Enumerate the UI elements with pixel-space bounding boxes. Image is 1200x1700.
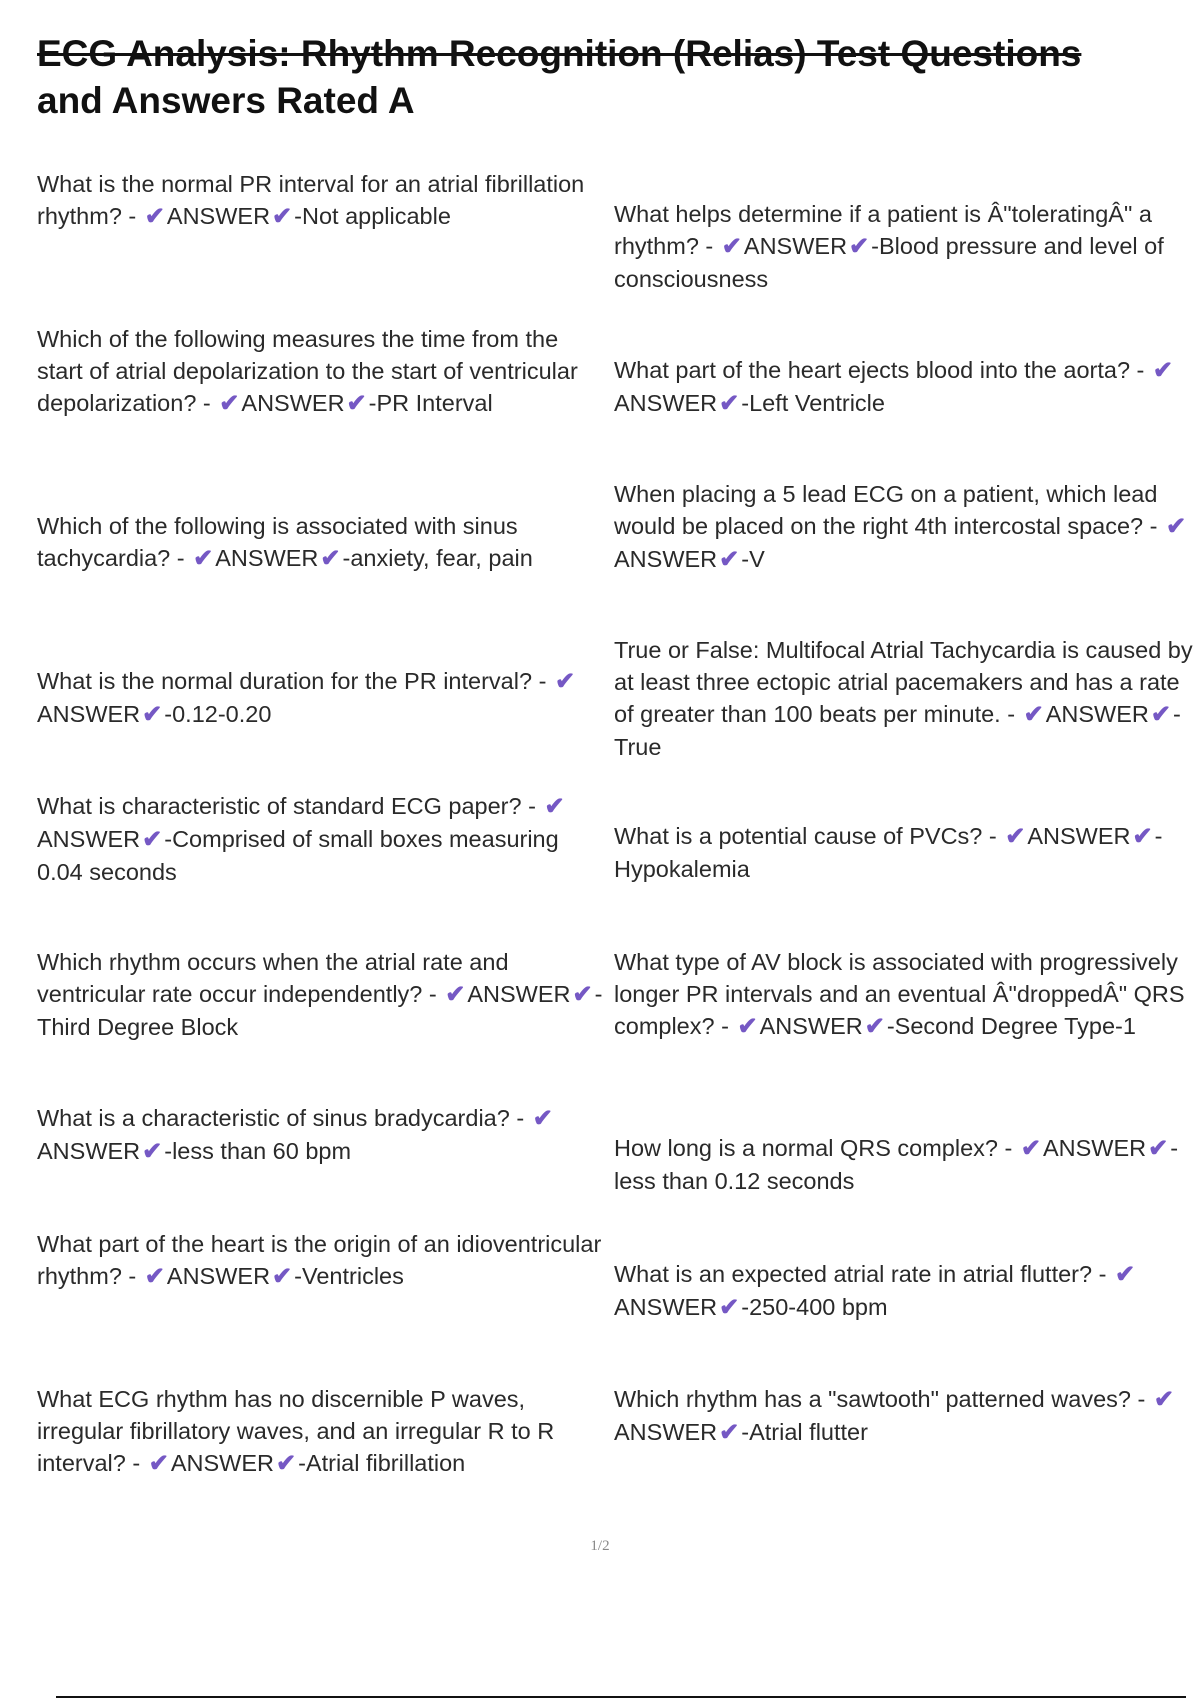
question-text: What is a potential cause of PVCs? - <box>614 823 997 849</box>
qa-item <box>614 478 1194 576</box>
answer-label: ANSWER <box>241 390 345 416</box>
checkmark-icon: ✔ <box>142 826 163 853</box>
question-text: What is the normal PR interval for an atrial fibrillation rhythm? - <box>37 171 585 229</box>
answer-label: ANSWER <box>166 1263 271 1289</box>
answer-label: ANSWER <box>759 1013 863 1039</box>
qa-item <box>614 1258 1194 1324</box>
qa-item <box>614 946 1194 1043</box>
question-text: What ECG rhythm has no discernible P waves, irregular fibrillatory waves, and an irregular R to R interval? - <box>37 1386 555 1476</box>
qa-item <box>614 634 1194 763</box>
checkmark-icon: ✔ <box>219 390 240 417</box>
answer-label: ANSWER <box>467 981 571 1007</box>
checkmark-icon: ✔ <box>1132 823 1153 850</box>
answer-label: ANSWER <box>37 826 141 852</box>
question-text: Which of the following is associated with sinus tachycardia? - <box>37 513 518 571</box>
answer-label: ANSWER <box>170 1450 274 1476</box>
answer-text: -less than 0.12 seconds <box>614 1135 1179 1194</box>
checkmark-icon: ✔ <box>142 701 163 728</box>
answer-label: ANSWER <box>614 1419 718 1445</box>
answer-text: -0.12-0.20 <box>164 701 272 727</box>
checkmark-icon: ✔ <box>346 390 367 417</box>
checkmark-icon: ✔ <box>719 1419 740 1446</box>
answer-text: -250-400 bpm <box>741 1294 888 1320</box>
question-text: Which rhythm has a "sawtooth" patterned waves? - <box>614 1386 1146 1412</box>
checkmark-icon: ✔ <box>144 1263 165 1290</box>
answer-text: -less than 60 bpm <box>164 1138 352 1164</box>
checkmark-icon: ✔ <box>1165 513 1187 540</box>
checkmark-icon: ✔ <box>719 546 740 573</box>
page-number: 1/2 <box>590 1538 610 1554</box>
checkmark-icon: ✔ <box>1005 823 1026 850</box>
question-text: What type of AV block is associated with progressively longer PR intervals and an eventual Â"droppedÂ" QRS complex? - <box>614 949 1185 1039</box>
question-text: What helps determine if a patient is Â"toleratingÂ" a rhythm? - <box>614 201 1152 259</box>
checkmark-icon: ✔ <box>272 1263 293 1290</box>
question-text: What part of the heart ejects blood into the aorta? - <box>614 357 1145 383</box>
checkmark-icon: ✔ <box>445 981 466 1008</box>
answer-text: -Third Degree Block <box>37 981 603 1040</box>
answer-label: ANSWER <box>215 545 319 571</box>
answer-text: -Hypokalemia <box>614 823 1163 882</box>
qa-item <box>37 1383 607 1480</box>
answer-label: ANSWER <box>614 1294 718 1320</box>
checkmark-icon: ✔ <box>1020 1135 1041 1162</box>
title-line-1: ECG Analysis: Rhythm Recognition (Relias) Test Questions <box>37 33 1082 74</box>
answer-label: ANSWER <box>1042 1135 1147 1161</box>
checkmark-icon: ✔ <box>193 545 214 572</box>
checkmark-icon: ✔ <box>737 1013 758 1040</box>
qa-item <box>37 323 607 420</box>
answer-label: ANSWER <box>37 701 141 727</box>
answer-text: -Left Ventricle <box>741 390 885 416</box>
qa-item <box>37 946 607 1043</box>
qa-item <box>37 790 607 888</box>
answer-text: -Atrial fibrillation <box>298 1450 466 1476</box>
question-text: What is a characteristic of sinus bradycardia? - <box>37 1105 525 1131</box>
answer-text: -Atrial flutter <box>741 1419 868 1445</box>
checkmark-icon: ✔ <box>1150 701 1171 728</box>
qa-item <box>614 1383 1194 1449</box>
checkmark-icon: ✔ <box>1153 1386 1174 1413</box>
qa-item <box>37 1228 607 1293</box>
answer-label: ANSWER <box>614 546 718 572</box>
answer-label: ANSWER <box>1027 823 1131 849</box>
checkmark-icon: ✔ <box>719 390 740 417</box>
checkmark-icon: ✔ <box>1023 701 1044 728</box>
question-text: Which rhythm occurs when the atrial rate and ventricular rate occur independently? - <box>37 949 509 1007</box>
checkmark-icon: ✔ <box>320 545 341 572</box>
checkmark-icon: ✔ <box>544 793 565 820</box>
question-text: Which of the following measures the time from the start of atrial depolarization to the start of ventricular depolarization? - <box>37 326 578 416</box>
question-text: How long is a normal QRS complex? - <box>614 1135 1013 1161</box>
answer-label: ANSWER <box>37 1138 141 1164</box>
question-text: What part of the heart is the origin of an idioventricular rhythm? - <box>37 1231 602 1289</box>
qa-item <box>614 354 1194 420</box>
checkmark-icon: ✔ <box>864 1013 885 1040</box>
answer-text: -True <box>614 701 1181 760</box>
answer-label: ANSWER <box>166 203 271 229</box>
answer-text: -V <box>741 546 765 572</box>
checkmark-icon: ✔ <box>142 1138 163 1165</box>
checkmark-icon: ✔ <box>554 668 576 695</box>
answer-text: -Comprised of small boxes measuring 0.04 seconds <box>37 826 559 885</box>
checkmark-icon: ✔ <box>272 203 293 230</box>
checkmark-icon: ✔ <box>719 1294 740 1321</box>
qa-item <box>37 510 607 575</box>
checkmark-icon: ✔ <box>148 1450 169 1477</box>
checkmark-icon: ✔ <box>532 1105 553 1132</box>
answer-label: ANSWER <box>614 390 718 416</box>
qa-item <box>37 1102 607 1168</box>
question-text: What is an expected atrial rate in atrial flutter? - <box>614 1261 1107 1287</box>
checkmark-icon: ✔ <box>1152 357 1174 384</box>
answer-text: -Ventricles <box>294 1263 404 1289</box>
answer-label: ANSWER <box>1045 701 1149 727</box>
question-text: What is the normal duration for the PR interval? - <box>37 668 547 694</box>
answer-text: -Blood pressure and level of consciousness <box>614 233 1164 292</box>
document-title <box>37 30 1187 124</box>
answer-text: -Not applicable <box>294 203 451 229</box>
checkmark-icon: ✔ <box>275 1450 297 1477</box>
answer-text: -anxiety, fear, pain <box>342 545 533 571</box>
checkmark-icon: ✔ <box>572 981 593 1008</box>
page-divider <box>56 1696 1186 1698</box>
checkmark-icon: ✔ <box>721 233 742 260</box>
qa-item <box>614 1132 1194 1197</box>
answer-text: -Second Degree Type-1 <box>886 1013 1136 1039</box>
qa-item <box>614 820 1194 885</box>
checkmark-icon: ✔ <box>849 233 870 260</box>
question-text: What is characteristic of standard ECG paper? - <box>37 793 536 819</box>
checkmark-icon: ✔ <box>144 203 165 230</box>
checkmark-icon: ✔ <box>1148 1135 1169 1162</box>
answer-label: ANSWER <box>743 233 848 259</box>
question-text: When placing a 5 lead ECG on a patient, which lead would be placed on the right 4th intercostal space? - <box>614 481 1158 539</box>
question-text: True or False: Multifocal Atrial Tachycardia is caused by at least three ectopic atrial pacemakers and has a rate of greater than 100 beats per minute. - <box>614 637 1193 727</box>
checkmark-icon: ✔ <box>1114 1261 1136 1288</box>
qa-item <box>37 665 607 731</box>
title-line-2: and Answers Rated A <box>37 80 415 121</box>
qa-item <box>614 198 1194 295</box>
answer-text: -PR Interval <box>368 390 493 416</box>
qa-item <box>37 168 607 233</box>
